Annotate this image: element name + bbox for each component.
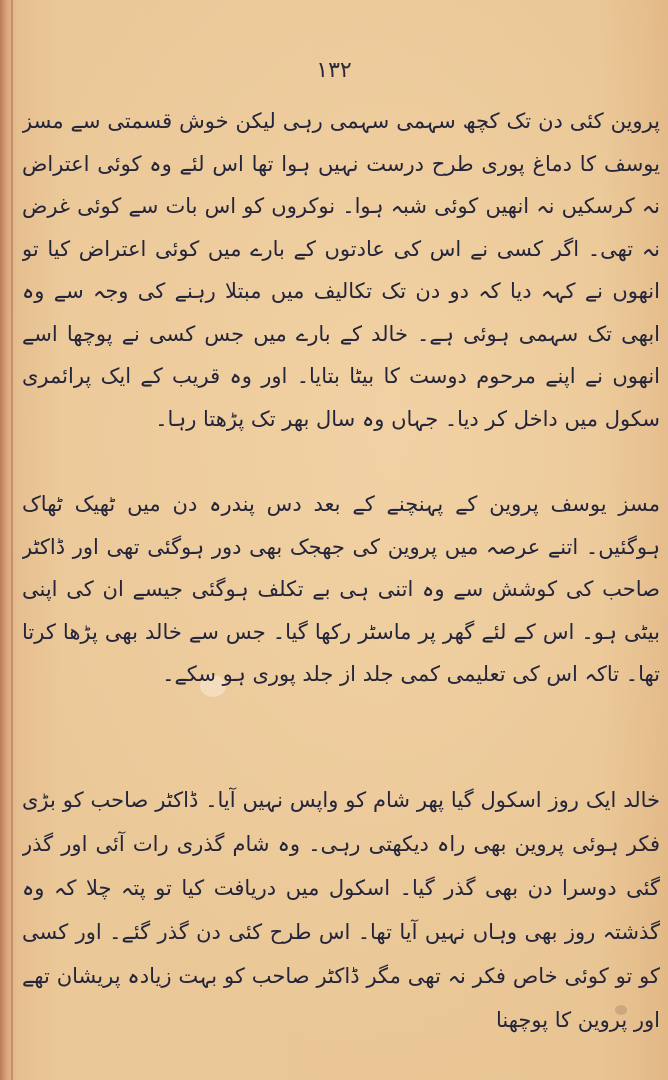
page-number: ۱۳۲ — [316, 58, 352, 83]
paragraph-2 — [22, 483, 660, 698]
paragraph-1 — [22, 100, 660, 478]
paragraph-3 — [22, 778, 660, 1042]
spine-edge-line — [11, 0, 13, 1080]
paragraph-text: مسز یوسف پروین کے پہنچنے کے بعد دس پندرہ دن میں ٹھیک ٹھاک ہوگئیں۔ اتنے عرصہ میں پروین کی جھجک بھی دور ہوگئی تھی اور ڈاکٹر صاحب کی کوشش سے وہ اتنی ہی بے تکلف ہوگئی جیسے ان کی اپنی بیٹی ہو۔ اس کے لئے گھر پر ماسٹر رکھا گیا۔ جس سے خالد بھی پڑھا کرتا تھا۔ تاکہ اس کی تعلیمی کمی جلد از جلد پوری ہو سکے۔ — [22, 492, 660, 686]
paragraph-text: پروین کئی دن تک کچھ سہمی سہمی رہی لیکن خوش قسمتی سے مسز یوسف کا دماغ پوری طرح درست نہیں ہوا تھا اس لئے وہ کوئی اعتراض نہ کرسکیں نہ انھیں کوئی شبہ ہوا۔ نوکروں کو اس بات سے کوئی غرض نہ تھی۔ اگر کسی نے اس کی عادتوں کے بارے میں کوئی اعتراض کیا تو انھوں نے کہہ دیا کہ دو دن تک تکالیف میں مبتلا رہنے کی وجہ سے وہ ابھی تک سہمی ہوئی ہے۔ خالد کے بارے میں جس کسی نے پوچھا اسے انھوں نے اپنے مرحوم دوست کا بیٹا بتایا۔ اور وہ قریب کے ایک پرائمری سکول میں داخل کر دیا۔ جہاں وہ سال بھر تک پڑھتا رہا۔ — [22, 109, 660, 431]
paragraph-text: خالد ایک روز اسکول گیا پھر شام کو واپس نہیں آیا۔ ڈاکٹر صاحب کو بڑی فکر ہوئی پروین بھی راہ دیکھتی رہی۔ وہ شام گذری رات آئی اور گذر گئی دوسرا دن بھی گذر گیا۔ اسکول میں دریافت کیا تو پتہ چلا کہ وہ گذشتہ روز بھی وہاں نہیں آیا تھا۔ اس طرح کئی دن گذر گئے۔ اور کسی کو تو کوئی خاص فکر نہ تھی مگر ڈاکٹر صاحب کو بہت زیادہ پریشان تھے اور پروین کا پوچھنا — [22, 788, 660, 1032]
